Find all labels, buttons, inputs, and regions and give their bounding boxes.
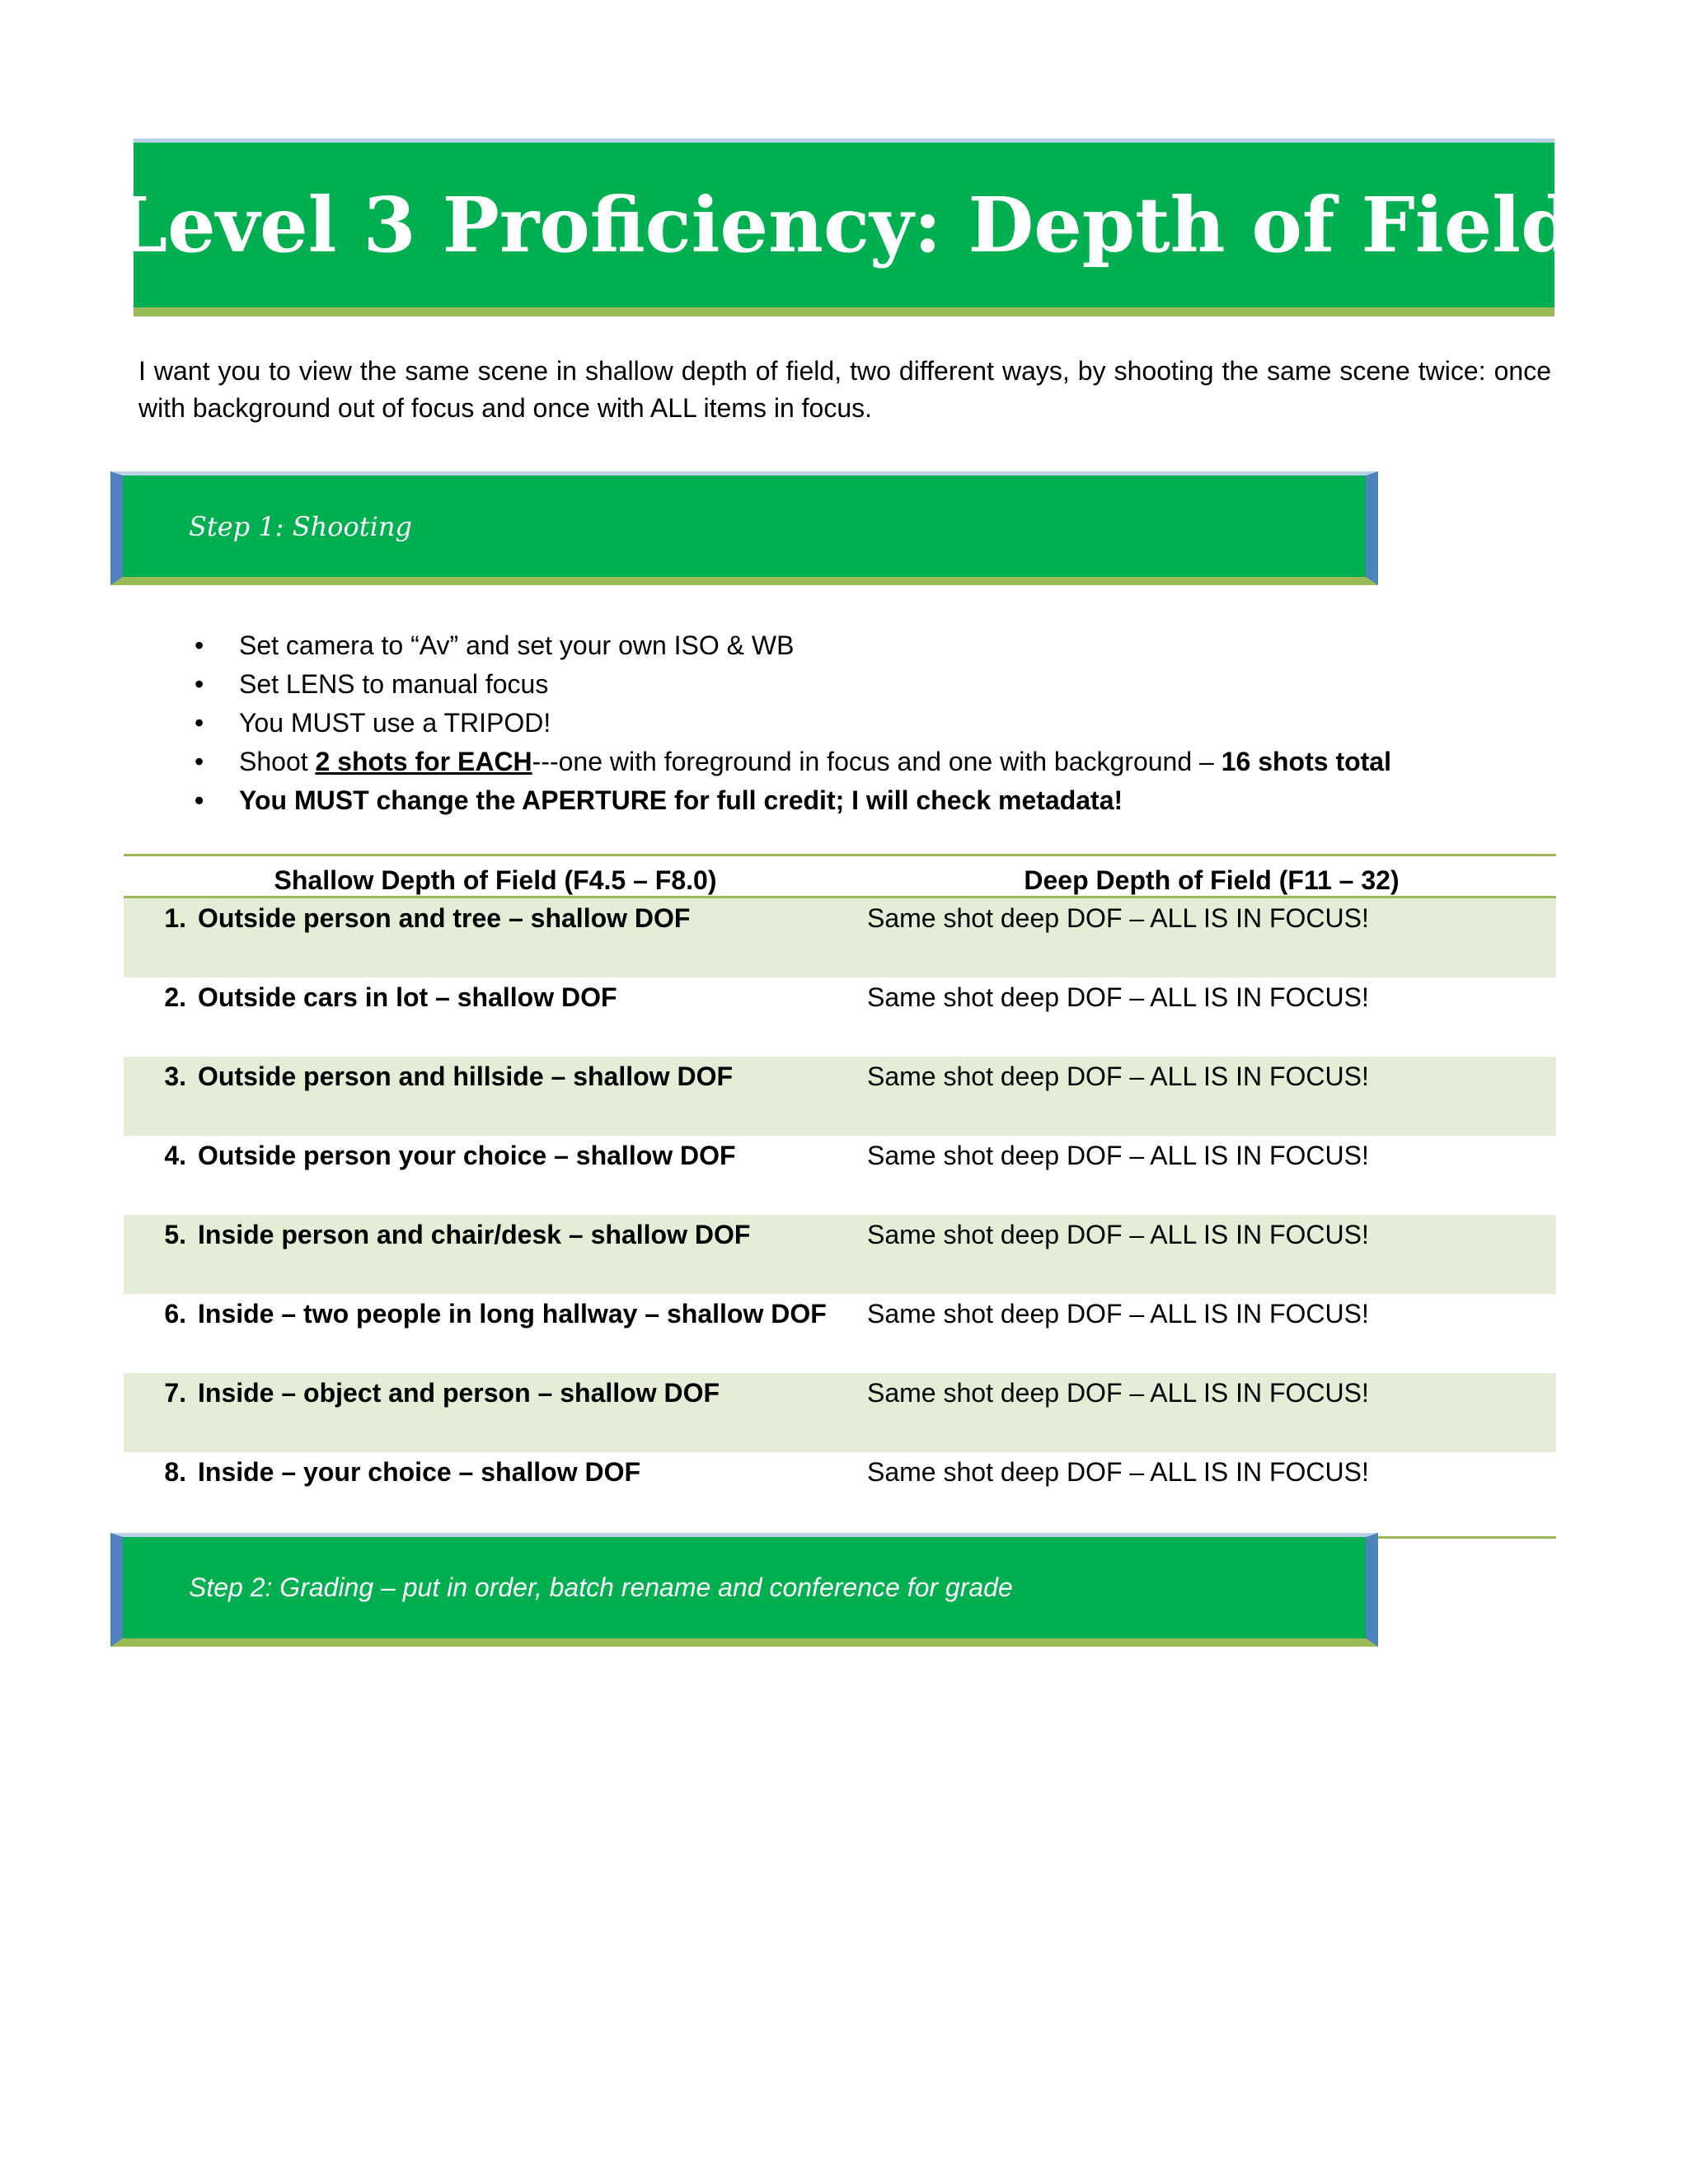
list-item — [195, 665, 1391, 704]
shallow-cell: Outside person and hillside – shallow DOF — [198, 1057, 867, 1136]
table-row — [124, 1294, 1556, 1373]
header-shallow: Shallow Depth of Field (F4.5 – F8.0) — [124, 855, 867, 898]
row-number: 3. — [124, 1057, 198, 1136]
deep-cell: Same shot deep DOF – ALL IS IN FOCUS! — [867, 982, 1369, 1012]
deep-cell: Same shot deep DOF – ALL IS IN FOCUS! — [867, 1299, 1369, 1329]
list-item — [195, 626, 1391, 665]
shallow-cell: Outside person and tree – shallow DOF — [198, 898, 867, 978]
bullet-text-pre: Shoot — [239, 747, 316, 776]
shallow-cell: Inside – object and person – shallow DOF — [198, 1373, 867, 1452]
list-item — [195, 743, 1391, 781]
list-item — [195, 704, 1391, 743]
table-row — [124, 898, 1556, 978]
bullet-emphasis: 2 shots for EACH — [315, 747, 532, 776]
shallow-cell: Outside cars in lot – shallow DOF — [198, 982, 617, 1012]
deep-cell: Same shot deep DOF – ALL IS IN FOCUS! — [867, 1141, 1369, 1170]
header-deep: Deep Depth of Field (F11 – 32) — [867, 855, 1556, 898]
row-number: 4. — [164, 1141, 186, 1170]
bullet-text: You MUST use a TRIPOD! — [239, 708, 551, 738]
bullet-text: Set LENS to manual focus — [239, 669, 549, 699]
step2-banner — [110, 1533, 1378, 1647]
row-number: 6. — [164, 1299, 186, 1329]
table-header-row — [124, 855, 1556, 898]
table-row — [124, 1373, 1556, 1452]
step2-heading: Step 2: Grading – put in order, batch rename and conference for grade — [189, 1572, 1013, 1602]
shot-table — [124, 854, 1556, 1539]
row-number: 2. — [164, 982, 186, 1012]
deep-cell: Same shot deep DOF – ALL IS IN FOCUS! — [867, 1057, 1556, 1136]
step1-banner — [110, 471, 1378, 585]
intro-paragraph: I want you to view the same scene in shallow depth of field, two different ways, by shooting the same scene twice: once with background out of focus and once with ALL items in focus. — [138, 356, 1551, 423]
row-number: 7. — [124, 1373, 198, 1452]
bullet-text: Set camera to “Av” and set your own ISO & WB — [239, 630, 795, 660]
shallow-cell: Outside person your choice – shallow DOF — [198, 1141, 736, 1170]
step1-heading: Step 1: Shooting — [189, 510, 412, 542]
deep-cell: Same shot deep DOF – ALL IS IN FOCUS! — [867, 1457, 1369, 1487]
row-number: 1. — [124, 898, 198, 978]
table-row — [124, 1215, 1556, 1294]
list-item — [195, 781, 1391, 820]
shallow-cell: Inside person and chair/desk – shallow DOF — [198, 1215, 867, 1294]
row-number: 5. — [124, 1215, 198, 1294]
deep-cell: Same shot deep DOF – ALL IS IN FOCUS! — [867, 1215, 1556, 1294]
table-row — [124, 1136, 1556, 1215]
row-number: 8. — [164, 1457, 186, 1487]
shallow-cell: Inside – your choice – shallow DOF — [198, 1457, 641, 1487]
instruction-list — [195, 626, 1391, 820]
bullet-strong: 16 shots total — [1221, 747, 1391, 776]
deep-cell: Same shot deep DOF – ALL IS IN FOCUS! — [867, 1373, 1556, 1452]
shallow-cell: Inside – two people in long hallway – shallow DOF — [198, 1299, 827, 1329]
bullet-text: You MUST change the APERTURE for full credit; I will check metadata! — [239, 785, 1123, 815]
title-banner — [114, 138, 1574, 316]
deep-cell: Same shot deep DOF – ALL IS IN FOCUS! — [867, 898, 1556, 978]
bullet-text-mid: ---one with foreground in focus and one with background – — [532, 747, 1221, 776]
table-row — [124, 1452, 1556, 1538]
table-row — [124, 977, 1556, 1057]
page-title: Level 3 Proficiency: Depth of Field — [114, 180, 1574, 269]
table-row — [124, 1057, 1556, 1136]
